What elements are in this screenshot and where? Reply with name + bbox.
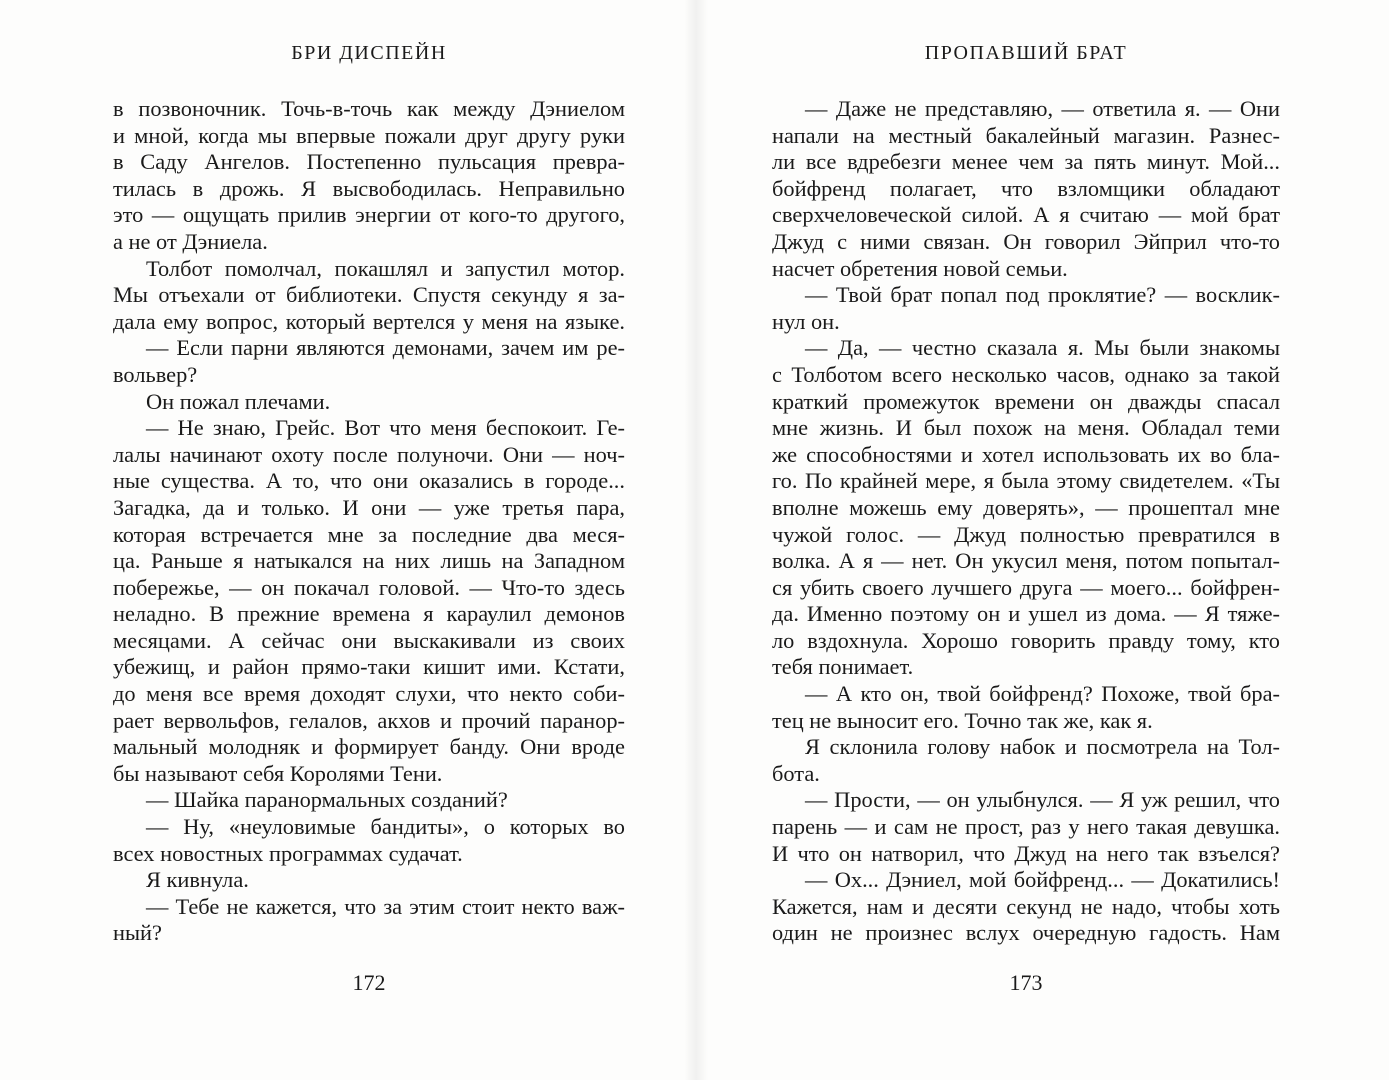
text-line: тебя понимает. — [772, 654, 914, 680]
text-line: ца. Раньше я натыкался на них лишь на Западном — [113, 548, 625, 574]
text-line: убежищ, и район прямо-таки кишит ими. Кстати, — [113, 654, 625, 680]
running-header-author: БРИ ДИСПЕЙН — [291, 42, 447, 64]
text-line: Я склонила голову набок и посмотрела на Тол- — [805, 734, 1280, 760]
text-line: и мной, когда мы впервые пожали друг другу руки — [113, 122, 625, 148]
text-line: побережье, — он покачал головой. — Что-то здесь — [113, 574, 625, 600]
text-line: волка. А я — нет. Он укусил меня, потом попытал- — [772, 548, 1280, 574]
left-page-text — [113, 96, 625, 947]
text-line: а не от Дэниела. — [113, 228, 268, 254]
text-line: — Тебе не кажется, что за этим стоит некто важ- — [146, 893, 625, 919]
text-line: ло вздохнула. Хорошо говорить правду тому, кто — [772, 627, 1280, 653]
text-line: — Если парни являются демонами, зачем им ре- — [146, 335, 625, 361]
text-line: — Прости, — он улыбнулся. — Я уж решил, что — [805, 787, 1280, 813]
text-line: сверхчеловеческой силой. А я считаю — мой брат — [772, 202, 1280, 228]
text-line: рает вервольфов, гелалов, акхов и прочий паранор- — [113, 707, 625, 733]
text-line: ли все вдребезги менее чем за пять минут. Мой... — [772, 149, 1280, 175]
text-line: бойфренд полагает, что взломщики обладают — [772, 175, 1280, 201]
text-line: напали на местный бакалейный магазин. Разнес- — [772, 122, 1280, 148]
text-line: один не произнес вслух очередную гадость. Нам — [772, 920, 1280, 946]
text-line: И что он натворил, что Джуд на него так взъелся? — [772, 840, 1280, 866]
text-line: краткий промежуток времени он дважды спасал — [772, 388, 1280, 414]
text-line: Толбот помолчал, покашлял и запустил мотор. — [146, 255, 625, 281]
text-line: вполне можешь ему доверять», — прошептал мне — [772, 494, 1280, 520]
text-line: да. Именно поэтому он и ушел из дома. — Я тяже- — [772, 601, 1280, 627]
text-line: всех новостных программах судачат. — [113, 840, 463, 866]
text-line: Мы отъехали от библиотеки. Спустя секунду я за- — [113, 282, 625, 308]
text-line: го. По крайней мере, я была этому свидетелем. «Ты — [772, 468, 1280, 494]
text-line: Кажется, нам и десяти секунд не надо, чтобы хоть — [772, 893, 1280, 919]
text-line: Я кивнула. — [146, 867, 249, 893]
text-line: насчет обретения новой семьи. — [772, 255, 1068, 281]
book-gutter — [684, 0, 708, 1080]
text-line: парень — и сам не прост, раз у него такая девушка. — [772, 814, 1280, 840]
text-line: с Толботом всего несколько часов, однако за такой — [772, 361, 1280, 387]
right-page — [772, 0, 1280, 1080]
text-line: ные существа. А то, что они оказались в городе... — [113, 468, 625, 494]
text-line: — Не знаю, Грейс. Вот что меня беспокоит. Ге- — [146, 415, 625, 441]
text-line: бы называют себя Королями Тени. — [113, 760, 443, 786]
text-line: мне жизнь. И был похож на меня. Обладал теми — [772, 415, 1280, 441]
text-line: Джуд с ними связан. Он говорил Эйприл что-то — [772, 228, 1280, 254]
text-line: мальный молодняк и формирует банду. Они вроде — [113, 734, 625, 760]
text-line: ся убить своего лучшего друга — моего... бойфрен- — [772, 574, 1280, 600]
text-line: — Твой брат попал под проклятие? — восклик- — [805, 282, 1280, 308]
text-line: — Шайка паранормальных созданий? — [146, 787, 508, 813]
text-line: неладно. В прежние времена я караулил демонов — [113, 601, 625, 627]
text-line: вольвер? — [113, 361, 198, 387]
right-page-text — [772, 96, 1280, 947]
left-page — [113, 0, 625, 1080]
text-line: которая встречается мне за последние два меся- — [113, 521, 625, 547]
text-line: — Даже не представляю, — ответила я. — Они — [805, 96, 1280, 121]
text-line: же способностями и хотел использовать их во бла- — [772, 441, 1280, 467]
text-line: — Ну, «неуловимые бандиты», о которых во — [146, 814, 625, 840]
page-number-left: 172 — [352, 970, 386, 995]
text-line: лалы начинают охоту после полуночи. Они — ноч- — [113, 441, 625, 467]
text-line: бота. — [772, 760, 820, 786]
text-line: месяцами. А сейчас они выскакивали из своих — [113, 627, 625, 653]
text-line: тилась в дрожь. Я высвободилась. Неправильно — [113, 175, 625, 201]
text-line: до меня все время доходят слухи, что некто соби- — [113, 681, 625, 707]
text-line: тец не выносит его. Точно так же, как я. — [772, 707, 1153, 733]
text-line: ный? — [113, 920, 162, 946]
text-line: нул он. — [772, 308, 840, 334]
text-line: в Саду Ангелов. Постепенно пульсация превра- — [113, 149, 625, 175]
text-line: — Да, — честно сказала я. Мы были знакомы — [805, 335, 1280, 361]
text-line: — Ох... Дэниел, мой бойфренд... — Докатились! — [805, 867, 1280, 893]
text-line: дала ему вопрос, который вертелся у меня на языке. — [113, 308, 625, 334]
text-line: — А кто он, твой бойфренд? Похоже, твой бра- — [805, 681, 1280, 707]
running-header-title: ПРОПАВШИЙ БРАТ — [924, 42, 1128, 64]
page-number-right: 173 — [1009, 970, 1043, 995]
text-line: в позвоночник. Точь-в-точь как между Дэниелом — [113, 96, 625, 121]
text-line: чужой голос. — Джуд полностью превратился в — [772, 521, 1280, 547]
text-line: Загадка, да и только. И они — уже третья пара, — [113, 494, 625, 520]
text-line: Он пожал плечами. — [146, 388, 331, 414]
text-line: это — ощущать прилив энергии от кого-то другого, — [113, 202, 625, 228]
